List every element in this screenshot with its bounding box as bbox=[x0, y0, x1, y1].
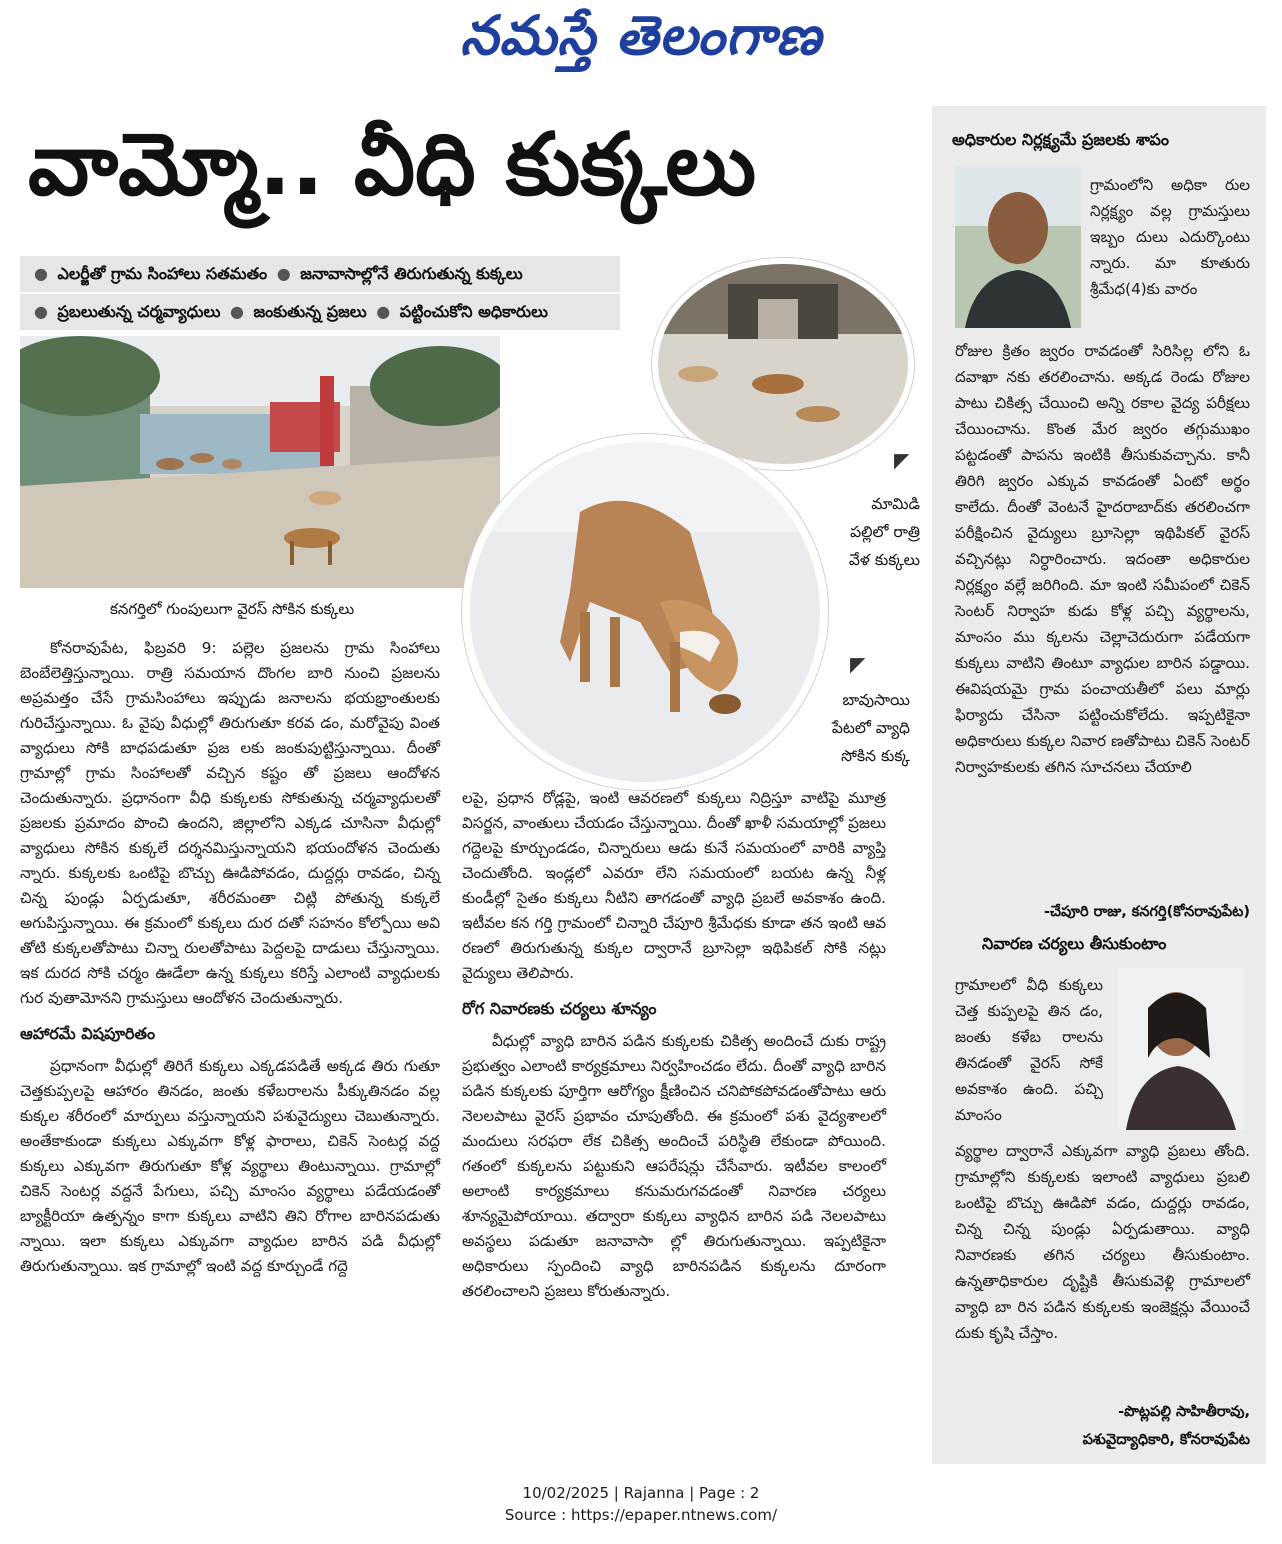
portrait-photo-raju bbox=[955, 166, 1081, 328]
signature-sahithi-designation: పశువైద్యాధికారి, కోనరావుపేట bbox=[1082, 1432, 1250, 1448]
article-column-2 bbox=[462, 786, 886, 1304]
sick-dog-photo bbox=[462, 434, 828, 790]
article-column-1 bbox=[20, 636, 440, 1279]
night-dogs-photo bbox=[652, 258, 914, 470]
caption-main-photo: కనగర్తిలో గుంపులుగా వైరస్ సోకిన కుక్కలు bbox=[110, 600, 355, 618]
sidebar-text-2-rest: వ్యర్థాల ద్వారానే ఎక్కువగా వ్యాధి ప్రబలు తోంది. గ్రామాల్లోని కుక్కలకు ఇలాంటి వ్యాధులు ప్రబలి ఒంటిపై బొచ్చు ఊడిపో వడం, దుద్దర్లు రావడం, చిన్న చిన్న పుండ్లు ఏర్పడుతాయి. వ్యాధి నివారణకు తగిన చర్యలు తీసుకుంటాం. ఉన్నతాధికారుల దృష్టికి తీసుకువెళ్లి గ్రామాలలో వ్యాధి బా రిన పడిన కుక్కలకు ఇంజెక్షన్లు వేయించే దుకు కృషి చేస్తాం. bbox=[955, 1142, 1250, 1342]
subhead-roaming: జనావాసాల్లోనే తిరుగుతున్న కుక్కలు bbox=[300, 264, 523, 283]
bullet-icon: ● bbox=[229, 302, 244, 321]
signature-raju: -చేపూరి రాజు, కనగర్తి(కోనరావుపేట) bbox=[1043, 904, 1250, 920]
article-paragraph: లపై, ప్రధాన రోడ్లపై, ఇంటి ఆవరణలో కుక్కలు నిద్రిస్తూ వాటిపై మూత్ర విసర్జన, వాంతులు చేయడం చేస్తున్నాయి. దీంతో ఖాళీ సమయాల్లో ప్రజలు గద్దెలపై కూర్చుండడం, చిన్నారులు ఆడు కునే సమయంలో వారికి వ్యాప్తి చెందుతోంది. ఇండ్లలో ఎవరూ లేని సమయంలో బయట ఉన్న నీళ్ల కుండీల్లో సైతం కుక్కలు నీటిని తాగడంతో వ్యాధి ప్రబలే అవకాశం ఉంది. ఇటీవల కన గర్తి గ్రామంలో చిన్నారి చేపూరి శ్రీమేధకు కూడా తన ఇంటి ఆవ రణలో తిరుగుతున్న కుక్కల ద్వారానే బ్రూసెల్లా ఇథిపికల్ సోకి నట్లు వైద్యులు తెలిపారు. bbox=[462, 789, 886, 982]
sidebar-title-1: అధికారుల నిర్లక్ష్యమే ప్రజలకు శాపం bbox=[952, 130, 1169, 149]
sidebar-title-2: నివారణ చర్యలు తీసుకుంటాం bbox=[982, 934, 1167, 953]
masthead-logo: నమస్తే తెలంగాణ bbox=[460, 4, 822, 67]
bullet-icon: ● bbox=[276, 264, 291, 283]
footer-source-link[interactable]: Source : https://epaper.ntnews.com/ bbox=[504, 1506, 778, 1524]
article-paragraph: కోనరావుపేట, ఫిబ్రవరి 9: పల్లెల ప్రజలను గ్రామ సింహాలు బెంబేలెత్తిస్తున్నాయి. రాత్రి సమయాన దొంగల బారి నుంచి ప్రజలను అప్రమత్తం చేసే గ్రామసింహాలు ఇప్పుడు జనాలను భయభ్రాంతులకు గురిచేస్తున్నాయి. ఓ వైపు వీధుల్లో తిరుగుతూ కరవ డం, మరోవైపు వింత వ్యాధులు సోకి బాధపడుతూ ప్రజ లకు జంకుపుట్టిస్తున్నాయి. దీంతో గ్రామాల్లో గ్రామ సింహాలతో వచ్చిన కష్టం తో ప్రజలు ఆందోళన చెందుతున్నారు. ప్రధానంగా వీధి కుక్కలకు సోకుతున్న చర్మవ్యాధులతో ప్రజలకు ప్రమాదం పొంచి ఉందని, జిల్లాలోని ఎక్కడ చూసినా వీధుల్లో వ్యాధులు సోకిన కుక్కలే దర్శనమిస్తున్నాయని భయందోళన చెందుతు న్నారు. కుక్కలకు ఒంటిపై బొచ్చు ఊడిపోవడం, దుద్దర్లు రావడం, చిన్న చిన్న పుండ్లు ఏర్పడుతూ, శరీరమంతా చిట్లి పోతున్న కుక్కలే అగుపిస్తున్నాయి. ఈ క్రమంలో కుక్కలు దుర దతో సహనం కోల్పోయి అవి తోటి కుక్కలతోపాటు చిన్నా రులతోపాటు పెద్దలపై దాడులు చేస్తున్నాయి. ఇక దురద సోకి చర్మం ఊడేలా ఉన్న కుక్కలు కరిస్తే ఎలాంటి వ్యాధులకు గుర వుతామోనని గ్రామస్తులు ఆందోళన చెందుతున్నారు. bbox=[20, 639, 440, 1007]
article-subheading: రోగ నివారణకు చర్యలు శూన్యం bbox=[462, 999, 657, 1018]
arrow-pointer-icon: ◤ bbox=[850, 652, 866, 676]
caption-sick-dog-photo: బావుసాయి పేటలో వ్యాధి సోకిన కుక్క bbox=[831, 691, 910, 765]
subhead-fear: జంకుతున్న ప్రజలు bbox=[253, 302, 367, 321]
arrow-pointer-icon: ◤ bbox=[894, 448, 910, 472]
sidebar-text-2-top: గ్రామాలలో వీధి కుక్కలు చెత్త కుప్పలపై తిన డం, జంతు కళేబ రాలను తినడంతో వైరస్ సోకే అవకాశం ఉంది. పచ్చి మాంసం bbox=[955, 976, 1103, 1124]
sidebar-text-1-top: గ్రామంలోని అధికా రుల నిర్లక్ష్యం వల్ల గ్రామస్తులు ఇబ్బం దులు ఎదుర్కొంటు న్నారు. మా కూతురు శ్రీమేధ(4)కు వారం bbox=[1090, 176, 1250, 298]
subhead-skin-disease: ప్రబలుతున్న చర్మవ్యాధులు bbox=[57, 302, 221, 321]
sidebar-text-1-rest: రోజుల క్రితం జ్వరం రావడంతో సిరిసిల్ల లోని ఓ దవాఖా నకు తరలించాను. అక్కడ రెండు రోజుల పాటు చికిత్స చేయించి అన్ని రకాల వైద్య పరీక్షలు చేయించాను. కొంత మేర జ్వరం తగ్గుముఖం పట్టడంతో పాపను ఇంటికి తీసుకువచ్చాను. కానీ తిరిగి జ్వరం ఎక్కువ కావడంతో ఏంటో అర్థం కాలేదు. దీంతో వెంటనే హైదరాబాద్‌కు తరలించగా పరీక్షించిన వైద్యులు బ్రూసెల్లా ఇథిపికల్ వైరస్ వచ్చినట్లు నిర్ధారించారు. ఇదంతా అధికారుల నిర్లక్ష్యం వల్లే జరిగింది. మా ఇంటి సమీపంలో చికెన్ సెంటర్ నిర్వాహ కుడు కోళ్ల పచ్చి వ్యర్థాలను, మాంసం ము క్కలను చెల్లాచెదురుగా పడేయగా కుక్కలు వాటిని తింటూ వ్యాధుల బారిన పడ్డాయి. ఈవిషయమై గ్రామ పంచాయతీలో పలు మార్లు ఫిర్యాదు చేసినా పట్టించుకోలేదు. ఇప్పటికైనా అధికారులు కుక్కల నివార ణతోపాటు చికెన్ సెంటర్ నిర్వాహకులకు తగిన సూచనలు చేయాలి bbox=[955, 342, 1250, 776]
signature-sahithi-name: -పొట్లపల్లి సాహితీరావు, bbox=[1118, 1404, 1250, 1420]
article-paragraph: వీధుల్లో వ్యాధి బారిన పడిన కుక్కలకు చికిత్స అందించే దుకు రాష్ట్ర ప్రభుత్వం ఎలాంటి కార్యక్రమాలు నిర్వహించడం లేదు. దీంతో వ్యాధి బారిన పడిన కుక్కలకు పూర్తిగా ఆరోగ్యం క్షీణించిన చనిపోకపోవడంతోపాటు ఆరు నెలలపాటు వైరస్ ప్రభావం చూపుతోంది. ఈ క్రమంలో పశు వైద్యశాలలో మందులు సరఫరా లేక చికిత్స అందించే పరిస్థితి లేకుండా పోయింది. గతంలో కుక్కలను పట్టుకుని ఆపరేషన్లు చేసేవారు. ఇటీవల కాలంలో అలాంటి కార్యక్రమాలు కనుమరుగవడంతో నివారణ చర్యలు శూన్యమైపోయాయి. తద్వారా కుక్కలు వ్యాధిన బారిన పడి నెలలపాటు అవస్థలు పడుతూ జనావాసా ల్లో తిరుగుతున్నాయి. ఇప్పటికైనా అధికారులు స్పందించి వ్యాధి బారినపడిన కుక్కలను దూరంగా తరలించాలని ప్రజలు కోరుతున్నారు. bbox=[462, 1032, 886, 1300]
page-headline: వామ్మో.. వీధి కుక్కలు bbox=[28, 115, 757, 215]
portrait-photo-sahithi bbox=[1118, 968, 1244, 1130]
caption-night-photo: మామిడి పల్లిలో రాత్రి వేళ కుక్కలు bbox=[848, 495, 920, 569]
subhead-allergy: ఎలర్జీతో గ్రామ సింహాలు సతమతం bbox=[57, 264, 268, 283]
bullet-icon: ● bbox=[34, 264, 48, 283]
bullet-icon: ● bbox=[376, 302, 391, 321]
bullet-icon: ● bbox=[34, 302, 48, 321]
subhead-row-1 bbox=[20, 256, 620, 292]
street-dogs-photo bbox=[20, 336, 500, 588]
footer-date-line: 10/02/2025 | Rajanna | Page : 2 bbox=[522, 1484, 760, 1502]
article-subheading: ఆహారమే విషపూరితం bbox=[20, 1024, 156, 1043]
subhead-row-2 bbox=[20, 294, 620, 330]
subhead-officials: పట్టించుకోని అధికారులు bbox=[399, 302, 548, 321]
article-paragraph: ప్రధానంగా వీధుల్లో తిరిగే కుక్కలు ఎక్కడపడితే అక్కడ తిరు గుతూ చెత్తకుప్పలపై ఆహారం తినడం, జంతు కళేబరాలను పీక్కుతినడం వల్ల కుక్కల శరీరంలో మార్పులు వస్తున్నాయని పశువైద్యులు చెబుతున్నారు. అంతేకాకుండా కుక్కలు ఎక్కువగా కోళ్ల ఫారాలు, చికెన్ సెంటర్ల వద్ద కుక్కలు ఎక్కువగా తిరుగుతూ కోళ్ల వ్యర్థాలు తింటున్నాయి. గ్రామాల్లో చికెన్ సెంటర్ల వద్దనే పేగులు, పచ్చి మాంసం వ్యర్థాలు పడేయడంతో బ్యాక్టీరియా ఉత్పన్నం కాగా కుక్కలు వాటిని తిని రోగాల బారినపడుతు న్నాయి. ఇలా కుక్కలు ఎక్కువగా వ్యాధుల బారిన పడి వీధుల్లో తిరుగుతున్నాయి. ఇక గ్రామాల్లో ఇంటి వద్ద కూర్చుండే గద్దె bbox=[20, 1057, 440, 1275]
